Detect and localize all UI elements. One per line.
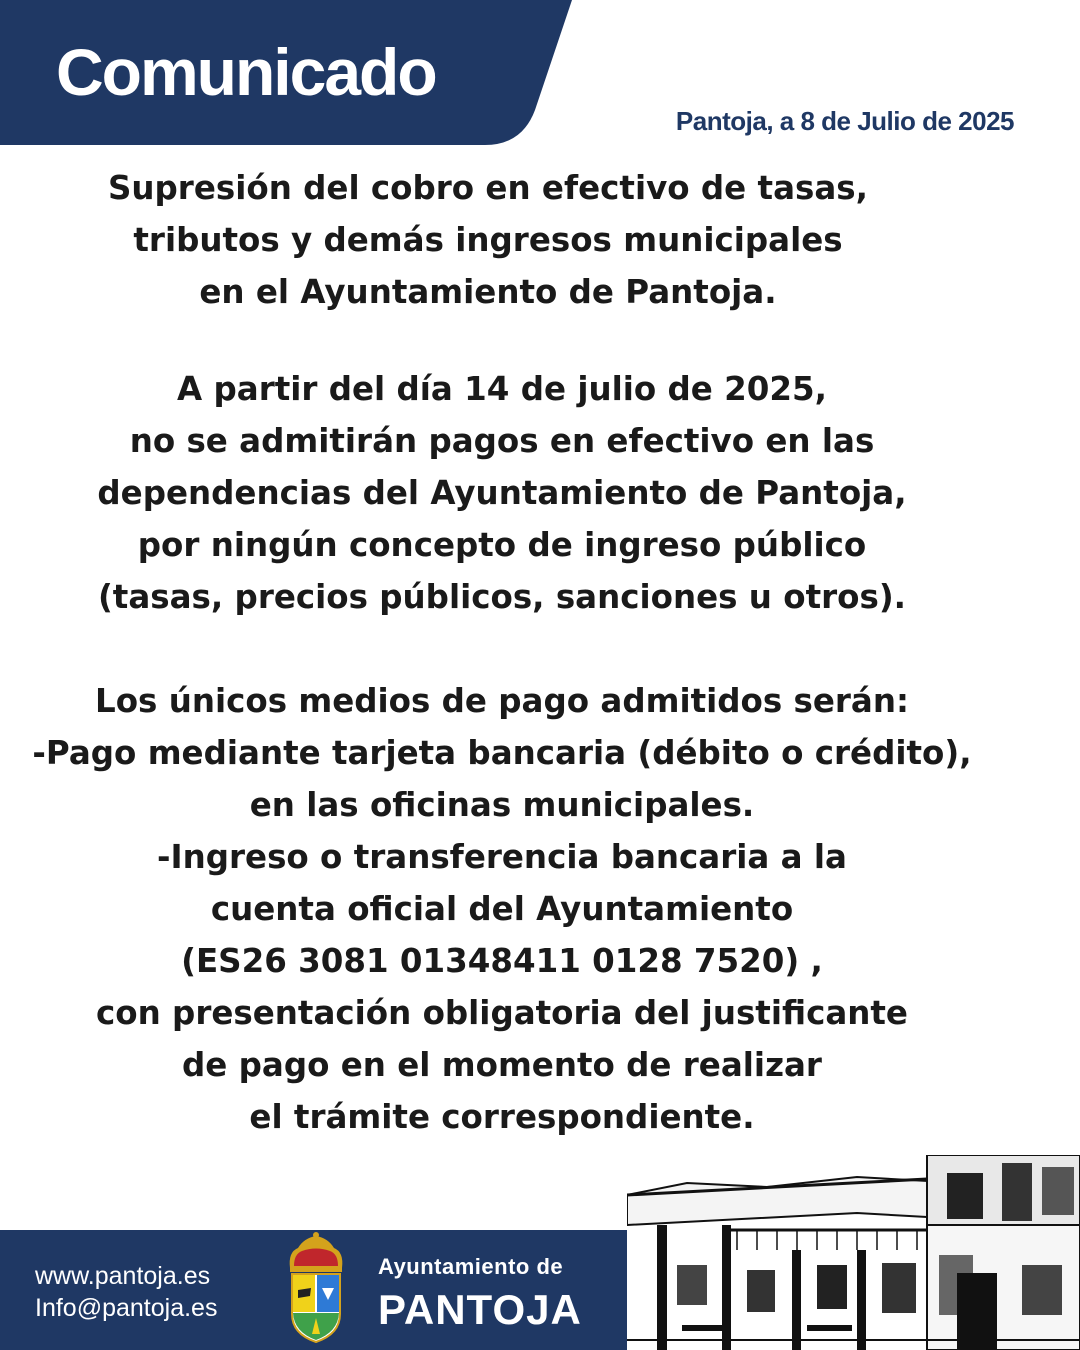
notice-line: (tasas, precios públicos, sanciones u otros). xyxy=(97,578,907,616)
payment-line: con presentación obligatoria del justificante xyxy=(96,994,908,1032)
heading-line: Supresión del cobro en efectivo de tasas, xyxy=(108,169,868,207)
iban-line: (ES26 3081 01348411 0128 7520) , xyxy=(181,942,823,980)
heading-line: en el Ayuntamiento de Pantoja. xyxy=(199,273,777,311)
date-line: Pantoja, a 8 de Julio de 2025 xyxy=(675,106,1014,136)
email-link[interactable]: Info@pantoja.es xyxy=(35,1294,218,1322)
payment-line: Los únicos medios de pago admitidos serán: xyxy=(95,682,909,720)
page-title: Comunicado xyxy=(56,35,436,109)
town-hall-photo xyxy=(627,1155,1080,1350)
notice-line: no se admitirán pagos en efectivo en las xyxy=(129,422,875,460)
payment-line: de pago en el momento de realizar xyxy=(182,1046,822,1084)
contact-info xyxy=(35,1260,217,1324)
footer-bar xyxy=(0,1230,627,1350)
notice-line: por ningún concepto de ingreso público xyxy=(137,526,867,564)
payment-means xyxy=(0,675,1042,1143)
payment-line: el trámite correspondiente. xyxy=(249,1098,755,1136)
payment-line: -Ingreso o transferencia bancaria a la xyxy=(157,838,847,876)
notice-paragraph xyxy=(0,363,1042,623)
notice-line: dependencias del Ayuntamiento de Pantoja, xyxy=(97,474,907,512)
payment-line: -Pago mediante tarjeta bancaria (débito o crédito), xyxy=(32,734,972,772)
org-line1: Ayuntamiento de xyxy=(378,1254,564,1279)
payment-line: en las oficinas municipales. xyxy=(249,786,755,824)
org-line2: PANTOJA xyxy=(378,1286,582,1333)
coat-of-arms-icon xyxy=(284,1230,348,1348)
payment-line: cuenta oficial del Ayuntamiento xyxy=(210,890,794,928)
notice-heading xyxy=(0,162,1028,318)
org-name xyxy=(378,1254,582,1334)
notice-line: A partir del día 14 de julio de 2025, xyxy=(177,370,827,408)
heading-line: tributos y demás ingresos municipales xyxy=(133,221,843,259)
website-link[interactable]: www.pantoja.es xyxy=(35,1262,211,1290)
